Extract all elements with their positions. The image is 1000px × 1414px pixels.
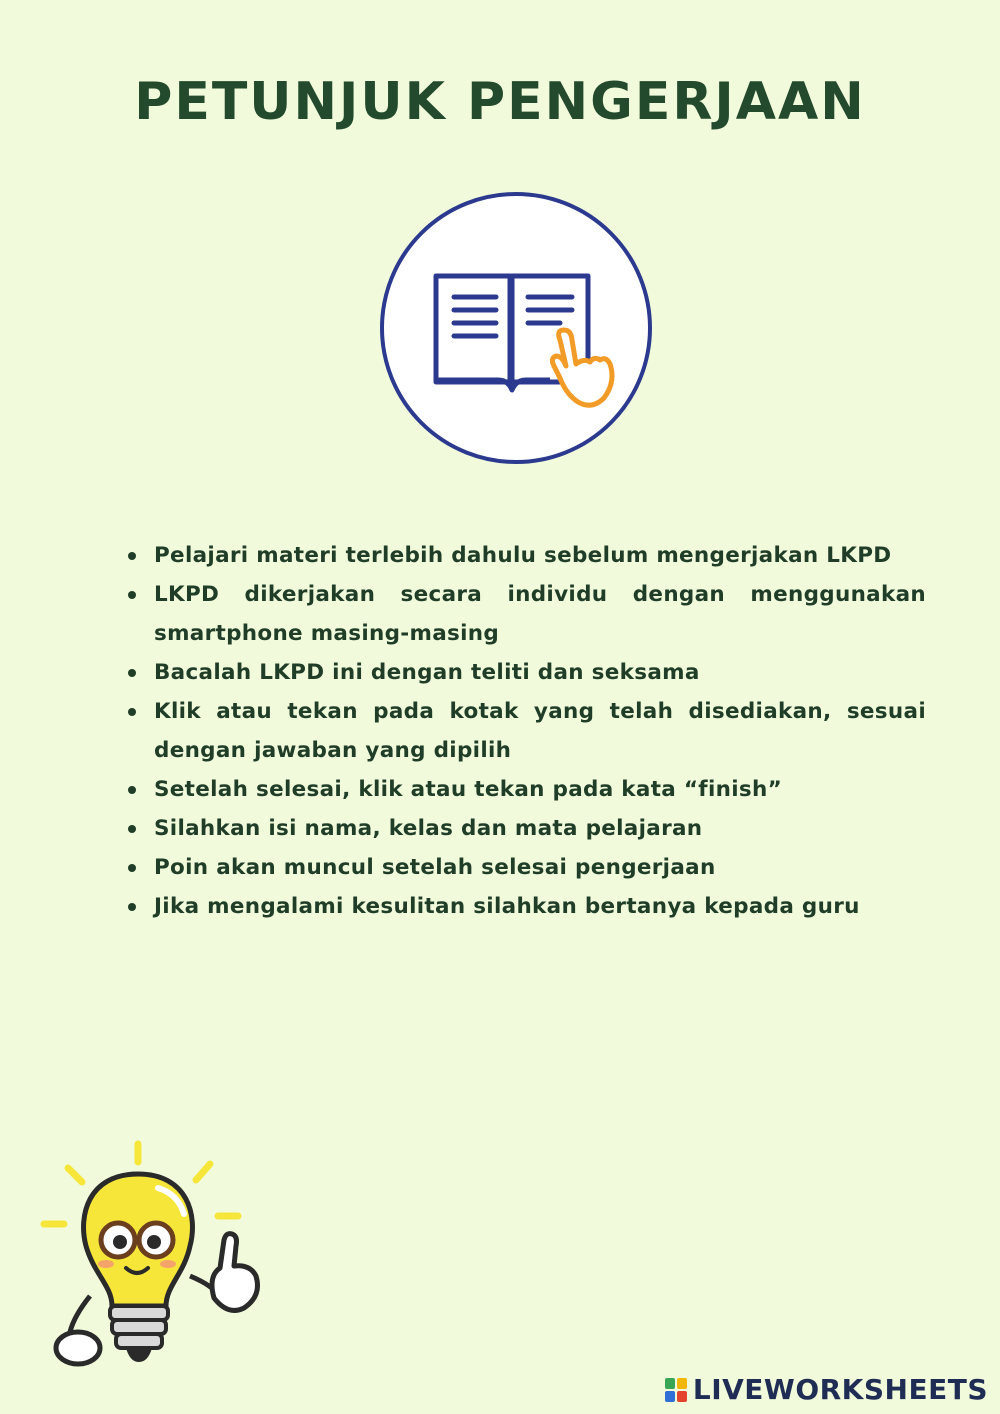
list-item: Bacalah LKPD ini dengan teliti dan seksama: [126, 653, 926, 692]
list-item: Klik atau tekan pada kotak yang telah disediakan, sesuai dengan jawaban yang dipilih: [126, 692, 926, 770]
instruction-list: [126, 536, 926, 926]
list-item: Setelah selesai, klik atau tekan pada kata “finish”: [126, 770, 926, 809]
bullet-icon: [128, 708, 136, 716]
list-item: LKPD dikerjakan secara individu dengan menggunakan smartphone masing-masing: [126, 575, 926, 653]
bullet-icon: [128, 825, 136, 833]
lightbulb-mascot-icon: [38, 1136, 270, 1386]
list-item: Pelajari materi terlebih dahulu sebelum mengerjakan LKPD: [126, 536, 926, 575]
bullet-icon: [128, 591, 136, 599]
open-book-with-pointing-hand-icon: [378, 190, 654, 466]
bullet-icon: [128, 669, 136, 677]
page-title: PETUNJUK PENGERJAAN: [134, 72, 866, 132]
bullet-icon: [128, 552, 136, 560]
list-item: Poin akan muncul setelah selesai pengerjaan: [126, 848, 926, 887]
bullet-icon: [128, 903, 136, 911]
bullet-icon: [128, 864, 136, 872]
liveworksheets-brand: [665, 1373, 988, 1406]
list-item: Jika mengalami kesulitan silahkan bertanya kepada guru: [126, 887, 926, 926]
list-item: Silahkan isi nama, kelas dan mata pelajaran: [126, 809, 926, 848]
liveworksheets-logo-icon: [665, 1378, 687, 1402]
brand-name: LIVEWORKSHEETS: [692, 1373, 988, 1406]
bullet-icon: [128, 786, 136, 794]
